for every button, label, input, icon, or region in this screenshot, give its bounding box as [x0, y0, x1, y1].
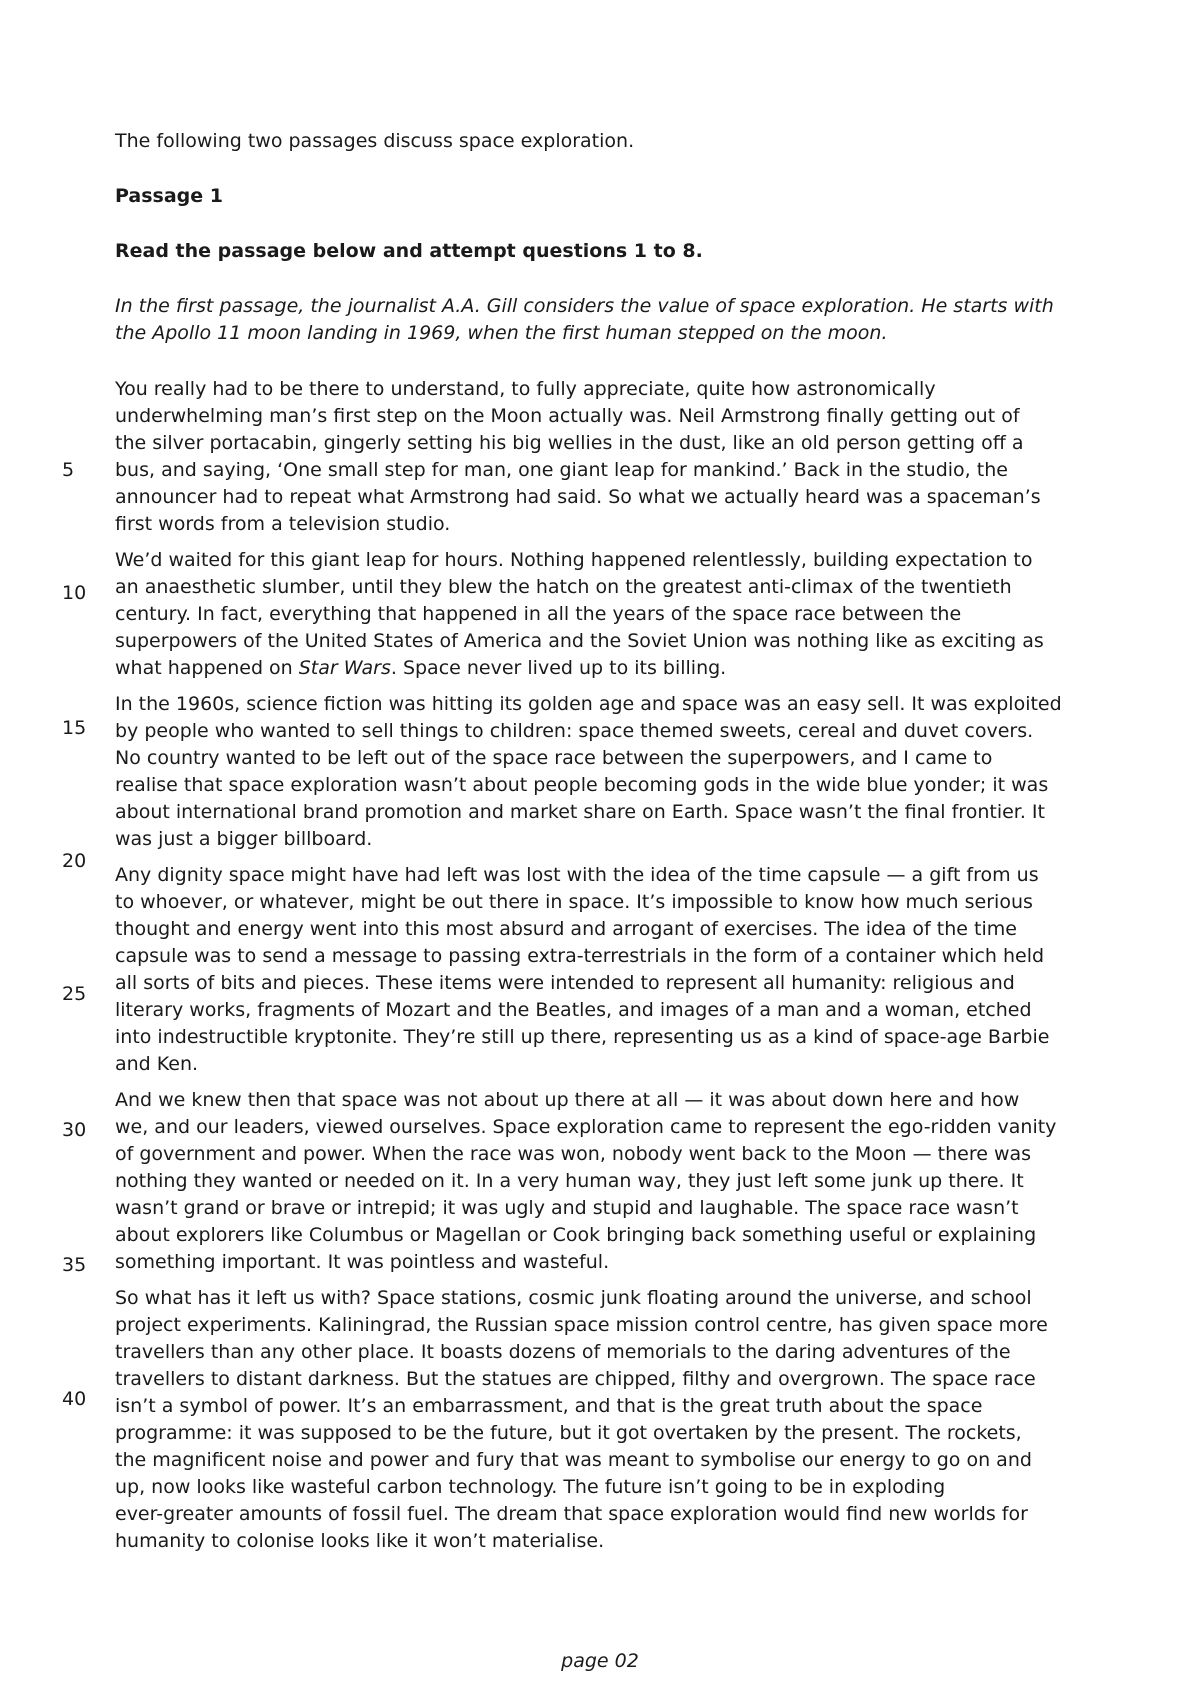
passage-line: about explorers like Columbus or Magellan or Cook bringing back something useful or explaining	[115, 1224, 1037, 1246]
passage-line: You really had to be there to understand, to fully appreciate, quite how astronomically	[115, 378, 936, 400]
passage-line: Any dignity space might have had left was lost with the idea of the time capsule — a gift from us	[115, 864, 1039, 886]
passage-line: was just a bigger billboard.	[115, 828, 373, 850]
passage-line: the silver portacabin, gingerly setting his big wellies in the dust, like an old person getting off a	[115, 432, 1024, 454]
passage-line: into indestructible kryptonite. They’re still up there, representing us as a kind of space-age Barbie	[115, 1026, 1050, 1048]
paragraph	[115, 547, 1105, 682]
passage-line: nothing they wanted or needed on it. In a very human way, they just left some junk up there. It	[115, 1170, 1024, 1192]
passage-preamble	[115, 293, 1105, 347]
star-wars-title: Star Wars	[298, 657, 391, 679]
passage-line: No country wanted to be left out of the space race between the superpowers, and I came to	[115, 747, 993, 769]
passage-line: something important. It was pointless and wasteful.	[115, 1251, 610, 1273]
paragraph	[115, 376, 1105, 538]
paragraph	[115, 691, 1105, 853]
passage-line: announcer had to repeat what Armstrong had said. So what we actually heard was a spaceman’s	[115, 486, 1041, 508]
passage-line: by people who wanted to sell things to children: space themed sweets, cereal and duvet covers.	[115, 720, 1034, 742]
instruction-text: Read the passage below and attempt questions 1 to 8.	[115, 240, 703, 262]
passage-line: And we knew then that space was not about up there at all — it was about down here and how	[115, 1089, 1020, 1111]
passage-line: superpowers of the United States of America and the Soviet Union was nothing like as exciting as	[115, 630, 1044, 652]
passage-line: all sorts of bits and pieces. These items were intended to represent all humanity: religious and	[115, 972, 1015, 994]
passage-line: thought and energy went into this most absurd and arrogant of exercises. The idea of the time	[115, 918, 1017, 940]
passage-line: up, now looks like wasteful carbon technology. The future isn’t going to be in exploding	[115, 1476, 946, 1498]
passage-line: of government and power. When the race was won, nobody went back to the Moon — there was	[115, 1143, 1032, 1165]
passage-line: about international brand promotion and market share on Earth. Space wasn’t the final frontier. It	[115, 801, 1045, 823]
page-number: page 02	[561, 1650, 639, 1672]
passage-line: and Ken.	[115, 1053, 199, 1075]
passage-line: In the 1960s, science fiction was hitting its golden age and space was an easy sell. It was exploited	[115, 693, 1062, 715]
preamble-line: In the first passage, the journalist A.A. Gill considers the value of space exploration. He starts with	[115, 295, 1054, 317]
passage-line: we, and our leaders, viewed ourselves. Space exploration came to represent the ego-ridden vanity	[115, 1116, 1057, 1138]
intro-text: The following two passages discuss space exploration.	[115, 130, 635, 152]
passage-line: humanity to colonise looks like it won’t materialise.	[115, 1530, 605, 1552]
passage-title: Passage 1	[115, 185, 223, 207]
line-number: 40	[62, 1388, 87, 1410]
passage-line: to whoever, or whatever, might be out there in space. It’s impossible to know how much serious	[115, 891, 1033, 913]
passage-line: project experiments. Kaliningrad, the Russian space mission control centre, has given space more	[115, 1314, 1048, 1336]
passage-line: an anaesthetic slumber, until they blew the hatch on the greatest anti-climax of the twentieth	[115, 576, 1012, 598]
line-number: 10	[62, 582, 87, 604]
line-number: 25	[62, 983, 87, 1005]
passage-line: first words from a television studio.	[115, 513, 451, 535]
passage-line: realise that space exploration wasn’t about people becoming gods in the wide blue yonder; it was	[115, 774, 1049, 796]
paragraph	[115, 1087, 1105, 1276]
passage-line: century. In fact, everything that happened in all the years of the space race between the	[115, 603, 962, 625]
passage-line: underwhelming man’s first step on the Moon actually was. Neil Armstrong finally getting out of	[115, 405, 1020, 427]
line-number: 15	[62, 717, 87, 739]
passage-line: bus, and saying, ‘One small step for man, one giant leap for mankind.’ Back in the studio, the	[115, 459, 1008, 481]
paragraph	[115, 862, 1105, 1078]
passage-line: We’d waited for this giant leap for hours. Nothing happened relentlessly, building expectation to	[115, 549, 1033, 571]
passage-line	[115, 655, 1105, 682]
line-number: 20	[62, 850, 87, 872]
passage-line-start: what happened on	[115, 657, 299, 679]
passage-line-end: . Space never lived up to its billing.	[390, 657, 727, 679]
passage-line: capsule was to send a message to passing extra-terrestrials in the form of a container which held	[115, 945, 1045, 967]
passage-line: programme: it was supposed to be the future, but it got overtaken by the present. The rockets,	[115, 1422, 1022, 1444]
passage-line: literary works, fragments of Mozart and the Beatles, and images of a man and a woman, etched	[115, 999, 1032, 1021]
line-number: 5	[62, 459, 75, 481]
passage-line: So what has it left us with? Space stations, cosmic junk floating around the universe, and school	[115, 1287, 1032, 1309]
line-number: 35	[62, 1254, 87, 1276]
passage-line: ever-greater amounts of fossil fuel. The dream that space exploration would find new worlds for	[115, 1503, 1028, 1525]
preamble-line: the Apollo 11 moon landing in 1969, when the first human stepped on the moon.	[115, 322, 888, 344]
passage-line: wasn’t grand or brave or intrepid; it was ugly and stupid and laughable. The space race wasn’t	[115, 1197, 1019, 1219]
line-number: 30	[62, 1119, 87, 1141]
passage-line: travellers than any other place. It boasts dozens of memorials to the daring adventures of the	[115, 1341, 1011, 1363]
passage-line: the magnificent noise and power and fury that was meant to symbolise our energy to go on and	[115, 1449, 1032, 1471]
passage-line: isn’t a symbol of power. It’s an embarrassment, and that is the great truth about the space	[115, 1395, 983, 1417]
passage-line: travellers to distant darkness. But the statues are chipped, filthy and overgrown. The space race	[115, 1368, 1036, 1390]
paragraph	[115, 1285, 1105, 1555]
passage-body	[115, 376, 1105, 1564]
